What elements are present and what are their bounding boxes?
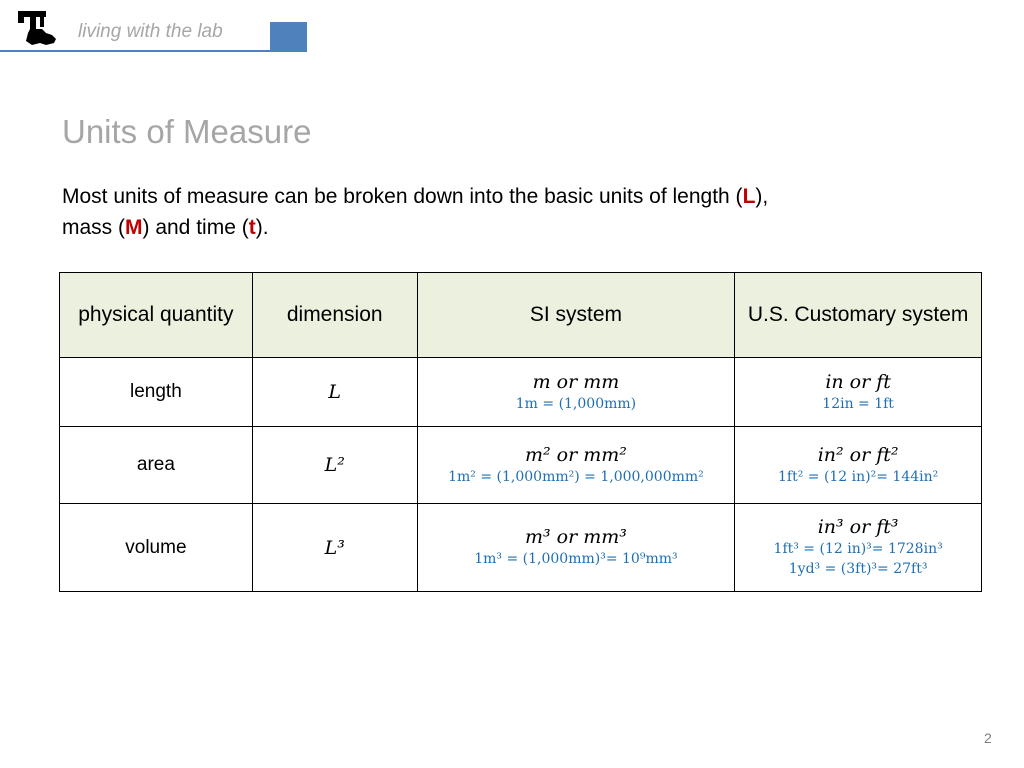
la-tech-logo: [16, 9, 60, 49]
length-symbol: L: [742, 185, 756, 208]
si-units: m or mm: [532, 370, 620, 393]
us-cell: [735, 358, 982, 427]
us-units: in or ft: [825, 370, 891, 393]
table-row-volume: [60, 504, 982, 592]
header-rule: [0, 50, 307, 52]
si-conversion: 1m = (1,000mm): [515, 395, 637, 412]
quantity-cell: area: [60, 427, 253, 504]
lab-name: living with the lab: [78, 21, 223, 42]
us-cell: [735, 504, 982, 592]
units-table: [59, 272, 982, 592]
si-cell: [417, 504, 735, 592]
intro-text: ),: [755, 185, 769, 208]
us-cell: [735, 427, 982, 504]
mass-symbol: M: [125, 216, 143, 239]
si-conversion: 1m³ = (1,000mm)³= 10⁹mm³: [474, 551, 678, 567]
us-conversion: 1ft³ = (12 in)³= 1728in³: [773, 541, 943, 557]
dimension-cell: L: [252, 358, 417, 427]
header-dimension: dimension: [252, 273, 417, 358]
si-cell: [417, 427, 735, 504]
dimension-cell: L²: [252, 427, 417, 504]
us-units: in³ or ft³: [817, 516, 899, 538]
page-title: Units of Measure: [62, 113, 312, 150]
table-row-length: [60, 358, 982, 427]
table-row-area: [60, 427, 982, 504]
intro-paragraph: [62, 181, 922, 243]
intro-text: ).: [255, 216, 269, 239]
intro-text: mass (: [62, 216, 125, 239]
page-number: 2: [984, 730, 992, 746]
header-us-customary: U.S. Customary system: [735, 273, 982, 358]
quantity-cell: length: [60, 358, 253, 427]
si-cell: [417, 358, 735, 427]
si-conversion: 1m² = (1,000mm²) = 1,000,000mm²: [448, 468, 704, 485]
table-header-row: [60, 273, 982, 358]
dimension-cell: L³: [252, 504, 417, 592]
us-conversion: 1ft² = (12 in)²= 144in²: [777, 468, 939, 485]
us-conversion-yard: 1yd³ = (3ft)³= 27ft³: [788, 561, 928, 577]
us-units: in² or ft²: [817, 443, 899, 466]
si-units: m³ or mm³: [525, 526, 627, 548]
intro-text: Most units of measure can be broken down into the basic units of length (: [62, 185, 743, 208]
header-accent-box: [270, 22, 307, 52]
intro-text: ) and time (: [142, 216, 249, 239]
header-physical-quantity: physical quantity: [60, 273, 253, 358]
us-conversion: 12in = 1ft: [822, 395, 894, 412]
time-symbol: t: [248, 216, 256, 239]
quantity-cell: volume: [60, 504, 253, 592]
si-units: m² or mm²: [525, 443, 627, 466]
header-si-system: SI system: [417, 273, 735, 358]
